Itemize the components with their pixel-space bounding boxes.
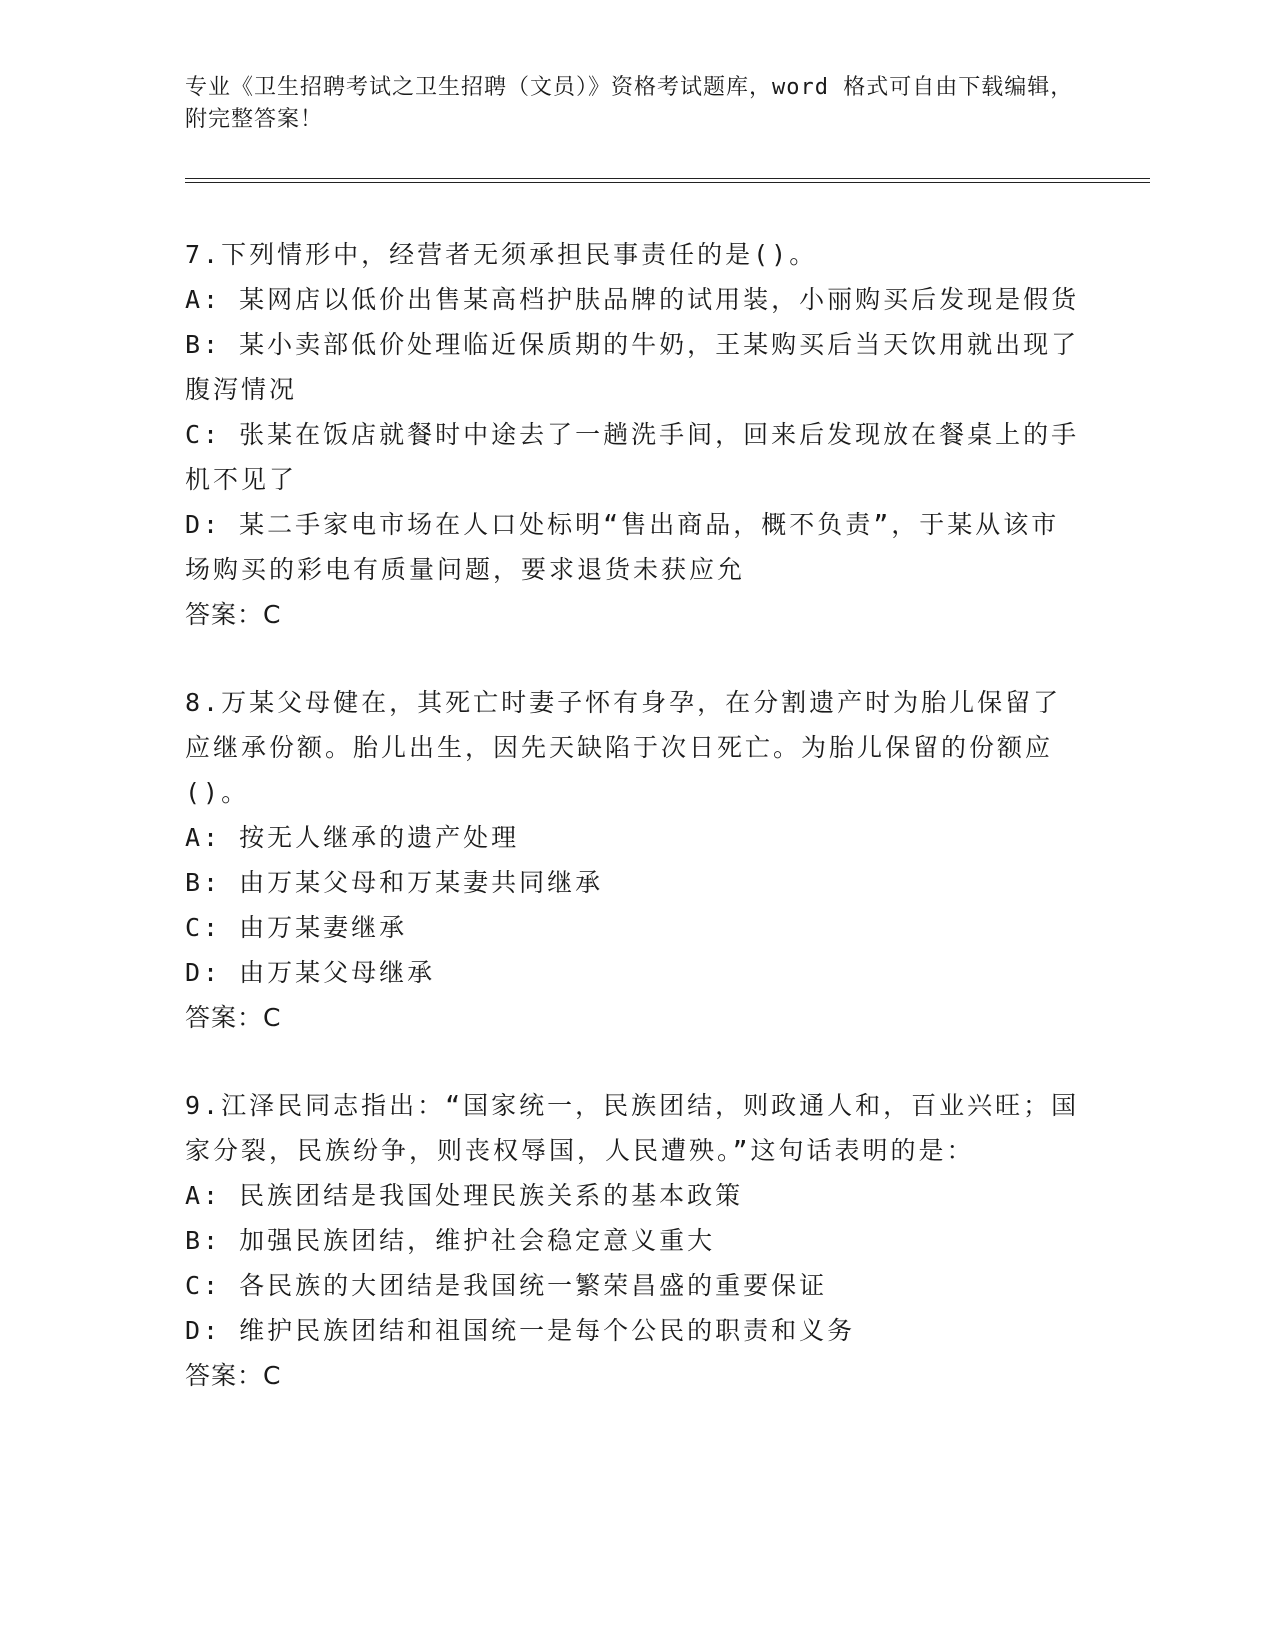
option-a: A: 按无人继承的遗产处理	[185, 823, 520, 852]
document-header: 专业《卫生招聘考试之卫生招聘（文员）》资格考试题库，word 格式可自由下载编辑，附完整答案！	[185, 75, 1074, 132]
option-c: C: 张某在饭店就餐时中途去了一趟洗手间，回来后发现放在餐桌上的手机不见了	[185, 420, 1080, 494]
option-a: A: 民族团结是我国处理民族关系的基本政策	[185, 1181, 744, 1210]
header-divider	[185, 178, 1150, 183]
question-list	[185, 232, 1085, 1398]
question-text: 8.万某父母健在，其死亡时妻子怀有身孕，在分割遗产时为胎儿保留了应继承份额。胎儿出生，因先天缺陷于次日死亡。为胎儿保留的份额应()。	[185, 688, 1062, 807]
option-c: C: 由万某妻继承	[185, 913, 408, 942]
question-text: 7.下列情形中，经营者无须承担民事责任的是()。	[185, 240, 818, 269]
option-a: A: 某网店以低价出售某高档护肤品牌的试用装，小丽购买后发现是假货	[185, 285, 1080, 314]
option-d: D: 由万某父母继承	[185, 958, 436, 987]
option-b: B: 加强民族团结，维护社会稳定意义重大	[185, 1226, 716, 1255]
option-d: D: 维护民族团结和祖国统一是每个公民的职责和义务	[185, 1316, 856, 1345]
answer-label: 答案：C	[185, 1003, 282, 1032]
question-9	[185, 1083, 1085, 1398]
option-c: C: 各民族的大团结是我国统一繁荣昌盛的重要保证	[185, 1271, 828, 1300]
question-text: 9.江泽民同志指出：“国家统一，民族团结，则政通人和，百业兴旺；国家分裂，民族纷争，则丧权辱国，人民遭殃。”这句话表明的是：	[185, 1091, 1080, 1165]
option-b: B: 某小卖部低价处理临近保质期的牛奶，王某购买后当天饮用就出现了腹泻情况	[185, 330, 1080, 404]
option-d: D: 某二手家电市场在人口处标明“售出商品，概不负责”，于某从该市场购买的彩电有质量问题，要求退货未获应允	[185, 510, 1060, 584]
question-7	[185, 232, 1085, 637]
question-8	[185, 680, 1085, 1040]
answer-label: 答案：C	[185, 1361, 282, 1390]
answer-label: 答案：C	[185, 600, 282, 629]
option-b: B: 由万某父母和万某妻共同继承	[185, 868, 604, 897]
